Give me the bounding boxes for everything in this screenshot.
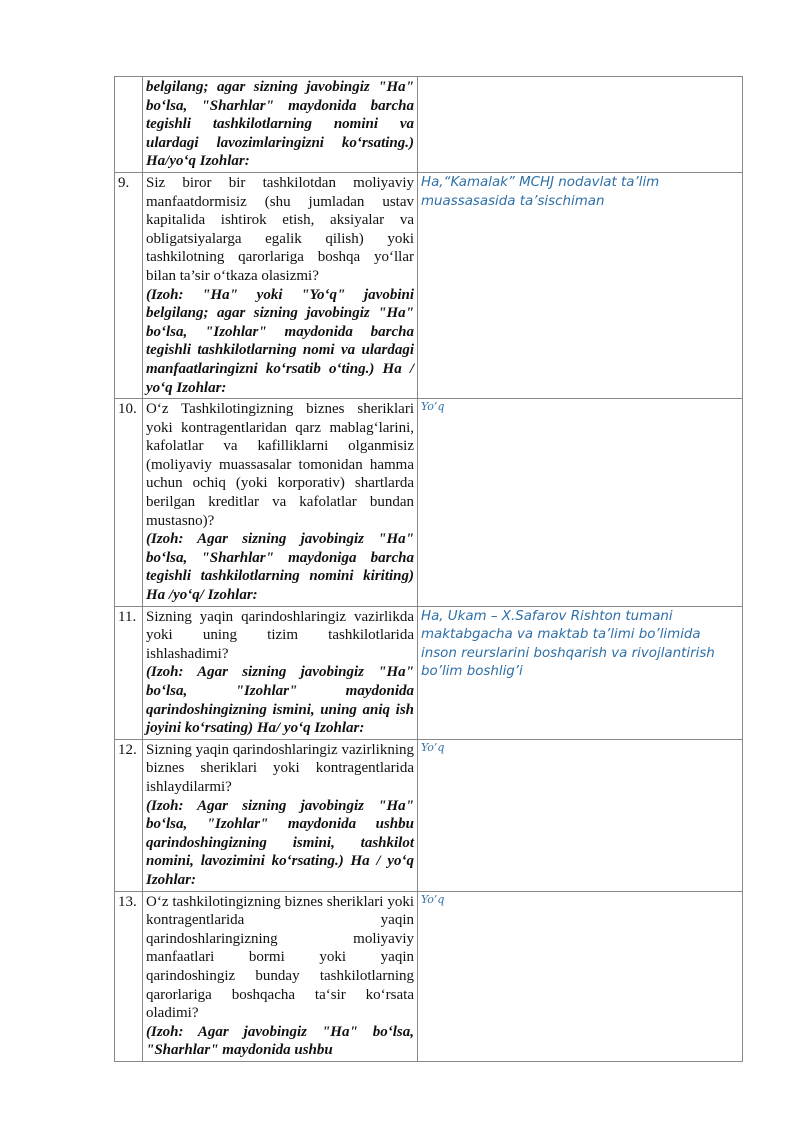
answer-cell: Yo’q bbox=[418, 891, 743, 1061]
table-row bbox=[115, 891, 743, 1061]
question-note: (Izoh: Agar sizning javobingiz "Ha" bo‘lsa, "Izohlar" maydonida ushbu qarindoshingizning ismini, tashkilot nomini, lavozimini ko‘rsating.) Ha / yo‘q Izohlar: bbox=[146, 797, 414, 888]
question-note: (Izoh: Agar sizning javobingiz "Ha" bo‘lsa, "Sharhlar" maydoniga barcha tegishli tashkilotlarning nomini kiriting) Ha /yo‘q/ Izohlar: bbox=[146, 531, 414, 604]
question-text: Sizning yaqin qarindoshlaringiz vazirlikning biznes sheriklari yoki kontragentlarida ishlaydilarmi? bbox=[146, 741, 414, 795]
row-number: 9. bbox=[115, 172, 143, 398]
question-note: belgilang; agar sizning javobingiz "Ha" bo‘lsa, "Sharhlar" maydonida barcha tegishli tashkilotlarning nomini va ulardagi lavozimlaringizni ko‘rsating.) Ha/yo‘q Izohlar: bbox=[146, 79, 414, 170]
table-row bbox=[115, 739, 743, 891]
answer-cell: Ha, Ukam – X.Safarov Rishton tumani maktabgacha va maktab ta’limi bo’limida inson reurslarini boshqarish va rivojlantirish bo’lim boshlig’i bbox=[418, 606, 743, 739]
row-number: 11. bbox=[115, 606, 143, 739]
question-note: (Izoh: "Ha" yoki "Yo‘q" javobini belgilang; agar sizning javobingiz "Ha" bo‘lsa, "Izohlar" maydonida barcha tegishli tashkilotlarning nomi va ulardagi manfaatlaringizni ko‘rsatib o‘ting.) Ha / yo‘q Izohlar: bbox=[146, 286, 414, 396]
table-row bbox=[115, 77, 743, 173]
question-cell bbox=[143, 739, 418, 891]
row-number bbox=[115, 77, 143, 173]
question-cell bbox=[143, 399, 418, 607]
question-text: Siz biror bir tashkilotdan moliyaviy manfaatdormisiz (shu jumladan ustav kapitalida ishtirok etish, aksiyalar va obligatsiyalarga egalik qilish) yoki tashkilotning qarorlariga boshqa yo‘llar bilan ta’sir o‘tkaza olasizmi? bbox=[146, 174, 414, 284]
answer-cell: Yo’q bbox=[418, 399, 743, 607]
question-cell bbox=[143, 891, 418, 1061]
row-number: 12. bbox=[115, 739, 143, 891]
question-note: (Izoh: Agar javobingiz "Ha" bo‘lsa, "Sharhlar" maydonida ushbu bbox=[146, 1023, 414, 1059]
row-number: 13. bbox=[115, 891, 143, 1061]
answer-cell: Ha,“Kamalak” MCHJ nodavlat ta’lim muassasasida ta’sischiman bbox=[418, 172, 743, 398]
question-text: Sizning yaqin qarindoshlaringiz vazirlikda yoki uning tizim tashkilotlarida ishlashadimi? bbox=[146, 608, 414, 662]
question-note: (Izoh: Agar sizning javobingiz "Ha" bo‘lsa, "Izohlar" maydonida qarindoshingizning ismini, uning aniq ish joyini ko‘rsating) Ha/ yo‘q Izohlar: bbox=[146, 664, 414, 737]
question-text: O‘z tashkilotingizning biznes sheriklari yoki kontragentlarida yaqin qarindoshlaringizning moliyaviy manfaatlari bormi yoki yaqin qarindoshingiz bunday tashkilotlarning qarorlariga boshqacha ta‘sir ko‘rsata oladimi? bbox=[146, 893, 414, 1022]
table-row bbox=[115, 172, 743, 398]
conflict-of-interest-table bbox=[114, 76, 743, 1062]
row-number: 10. bbox=[115, 399, 143, 607]
question-cell bbox=[143, 77, 418, 173]
answer-cell bbox=[418, 77, 743, 173]
question-cell bbox=[143, 606, 418, 739]
question-cell bbox=[143, 172, 418, 398]
table-row bbox=[115, 606, 743, 739]
question-text: O‘z Tashkilotingizning biznes sheriklari yoki kontragentlaridan qarz mablag‘larini, kafolatlar va kafilliklarni olganmisiz (moliyaviy muassasalar tomonidan hamma uchun ochiq (yoki korporativ) shartlarda berilgan kreditlar va kafolatlar bundan mustasno)? bbox=[146, 401, 414, 529]
answer-cell: Yo’q bbox=[418, 739, 743, 891]
table-row bbox=[115, 399, 743, 607]
